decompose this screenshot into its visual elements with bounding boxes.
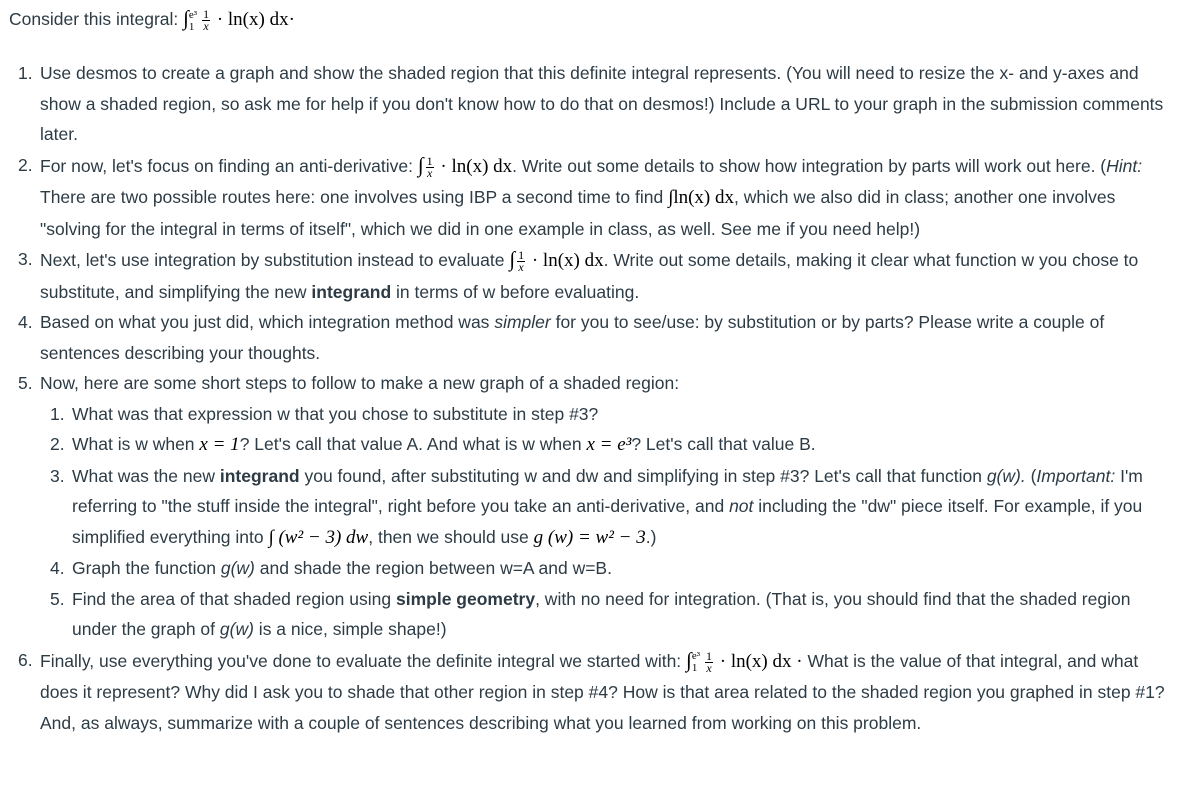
substep-number: 2.: [50, 434, 65, 454]
hint-label: Hint:: [1106, 155, 1143, 176]
substep-text: What was that expression w that you chose to substitute in step #3?: [72, 403, 599, 424]
substep-text: ? Let's call that value B.: [631, 434, 816, 454]
step-text: , which we also did in class; another one involves "solving for the integral in terms of itself", which we did in one example in class, as well. See me if you need help!): [40, 187, 1116, 239]
emphasis-not: not: [729, 496, 754, 516]
integral-upper-limit: e³: [691, 650, 700, 663]
step-number: 2.: [18, 154, 33, 175]
substep-4: [40, 553, 1180, 584]
emphasis-gw: g(w): [220, 558, 255, 578]
step-text: Next, let's use integration by substitution instead to evaluate: [40, 250, 505, 270]
step-number: 6.: [18, 649, 33, 670]
bold-integrand: integrand: [219, 465, 300, 486]
emphasis-simpler: simpler: [494, 312, 551, 332]
step-text: Based on what you just did, which integration method was: [40, 312, 490, 332]
math-example-gw: g (w) = w² − 3: [533, 526, 646, 548]
step-text: Use desmos to create a graph and show the shaded region that this definite integral represents. (You will need to resize the x- and y-axes and show a shaded region, so ask me for help if you don't know how to do that on desmos!) Include a URL to your graph in the submission comments later.: [40, 63, 1164, 144]
substep-number: 1.: [50, 403, 65, 424]
step-text: What is the value of that integral, and what does it represent? Why did I ask you to shade that other region in step #4? How is that area related to the shaded region you graphed in step #1? And, as always, summarize with a couple of sentences describing what you learned from working on this problem.: [40, 650, 1165, 733]
substep-5: [40, 584, 1180, 645]
antiderivative-integral: ∫ $\frac{1}{x}$ · ln(x) dx: [417, 152, 513, 180]
intro-integral: ∫ e³ 1 $\frac{1}{x}$ · ln(x) dx·: [183, 6, 295, 34]
integral-body: · ln(x) dx ·: [719, 650, 803, 672]
substep-text: including the "dw" piece itself. For example, if you simplified everything into: [72, 496, 1143, 547]
substep-number: 5.: [50, 588, 65, 609]
fraction-numerator: 1: [518, 248, 525, 263]
integral-lower-limit: 1: [188, 20, 195, 33]
step-number: 4.: [18, 312, 33, 332]
substep-text: , with no need for integration. (That is, you should find that the shaded region under the graph of: [72, 588, 1131, 639]
substep-text: , then we should use: [368, 526, 529, 547]
step-1: [18, 58, 1180, 150]
substep-text: I'm referring to "the stuff inside the integral", right before you take an anti-derivative, and: [72, 465, 1143, 516]
bold-simple-geometry: simple geometry: [396, 588, 536, 609]
step-text: There are two possible routes here: one involves using IBP a second time to find: [40, 187, 664, 207]
step-4: [18, 307, 1180, 368]
step-text: . Write out some details to show how integration by parts will work out here. (: [512, 155, 1107, 176]
substep-text: Graph the function: [72, 558, 216, 578]
important-label: Important:: [1036, 465, 1116, 486]
integral-lower-limit: 1: [691, 662, 698, 675]
step-2: [18, 150, 1180, 245]
step-text: . Write out some details, making it clear what function w you chose to substitute, and simplifying the new: [40, 250, 1139, 302]
step-text: Now, here are some short steps to follow to make a new graph of a shaded region:: [40, 373, 680, 393]
math-x-equals-1: x = 1: [199, 434, 240, 455]
integral-body: · ln(x) dx: [440, 155, 513, 177]
substep-text: What was the new: [72, 465, 215, 486]
intro-text: Consider this integral:: [9, 9, 179, 29]
substep-3: [40, 461, 1180, 554]
fraction-numerator: 1: [426, 153, 433, 168]
substep-text: ? Let's call that value A. And what is w when: [239, 434, 582, 454]
step-number: 3.: [18, 249, 33, 269]
integral-body: · ln(x) dx·: [216, 9, 295, 30]
substep-text: (: [1025, 465, 1037, 486]
substep-text: Find the area of that shaded region using: [72, 588, 392, 609]
emphasis-gw: g(w): [219, 619, 254, 639]
substep-2: [40, 429, 1180, 461]
intro-line: [9, 6, 295, 33]
substeps-list: [40, 399, 1180, 645]
integral-upper-limit: e³: [188, 8, 198, 21]
fraction-numerator: 1: [706, 648, 712, 663]
substep-text: What is w when: [72, 434, 195, 454]
substep-number: 3.: [50, 465, 65, 486]
step-5: [18, 368, 1180, 645]
substitution-integral: ∫ $\frac{1}{x}$ · ln(x) dx: [509, 247, 604, 275]
step-number: 5.: [18, 373, 33, 393]
step-text: For now, let's focus on finding an anti-derivative:: [40, 155, 413, 176]
math-example-integral: ∫ (w² − 3) dw: [268, 526, 369, 548]
step-text: Finally, use everything you've done to evaluate the definite integral we started with:: [40, 650, 682, 671]
bold-integrand: integrand: [311, 281, 392, 302]
math-x-equals-e3: x = e³: [586, 434, 632, 455]
steps-list: [18, 58, 1180, 738]
fraction-denominator: x: [518, 260, 524, 275]
fraction-denominator: x: [706, 660, 712, 675]
step-number: 1.: [18, 63, 33, 83]
step-text: in terms of w before evaluating.: [391, 281, 640, 302]
substep-text: you found, after substituting w and dw and simplifying in step #3? Let's call that function: [299, 465, 982, 486]
substep-text: and shade the region between w=A and w=B.: [254, 558, 612, 578]
step-3: [18, 244, 1180, 307]
emphasis-gw: g(w).: [986, 465, 1026, 486]
fraction-numerator: 1: [203, 7, 210, 22]
substep-number: 4.: [50, 558, 65, 578]
step-text: for you to see/use: by substitution or by parts? Please write a couple of sentences describing your thoughts.: [40, 312, 1105, 363]
definite-integral: ∫ e³ 1 $\frac{1}{x}$ · ln(x) dx ·: [686, 647, 803, 675]
fraction-denominator: x: [203, 19, 209, 34]
substep-1: [40, 399, 1180, 430]
integral-body: · ln(x) dx: [531, 250, 604, 271]
substep-text: is a nice, simple shape!): [253, 619, 447, 639]
substep-text: .): [645, 526, 657, 547]
ln-integral: ∫ln(x) dx: [668, 187, 734, 208]
fraction-denominator: x: [426, 165, 433, 180]
step-6: [18, 645, 1180, 739]
